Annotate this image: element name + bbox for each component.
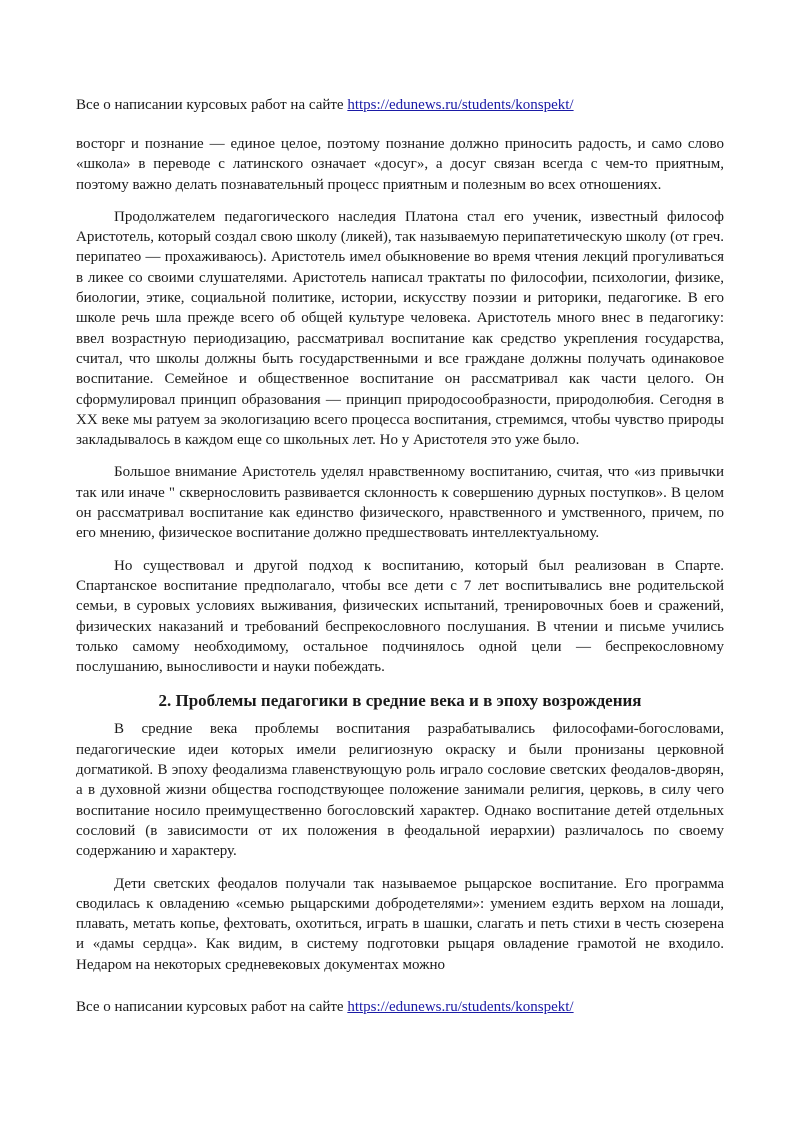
page-footer (76, 998, 574, 1016)
paragraph-continuation: восторг и познание — единое целое, поэтому познание должно приносить радость, и само слово «школа» в переводе с латинского означает «досуг», а досуг связан всегда с чем-то приятным, поэтому важно делать познавательный процесс приятным и полезным во всех отношениях. (76, 136, 724, 193)
paragraph-aristotle: Продолжателем педагогического наследия Платона стал его ученик, известный философ Аристотель, который создал свою школу (ликей), так называемую перипатетическую школу (от греч. перипатео — прохаживаюсь). Аристотель имел обыкновение во время чтения лекций прогуливаться в ликее со своими слушателями. Аристотель написал трактаты по философии, психологии, физике, биологии, этике, социальной политике, истории, искусству поэзии и риторики, педагогике. В его школе речь шла прежде всего об общей культуре человека. Аристотель много внес в педагогику: ввел возрастную периодизацию, рассматривал воспитание как средство укрепления государства, считал, что школы должны быть государственными и все граждане должны получать одинаковое воспитание. Семейное и общественное воспитание он рассматривал как части целого. Он сформулировал принцип образования — принцип природосообразности, природолюбия. Сегодня в XX веке мы ратуем за экологизацию всего процесса воспитания, стремимся, чтобы чувство природы закладывалось в каждом еще со школьных лет. Но у Аристотеля это уже было. (76, 208, 724, 449)
paragraph-middle-ages: В средние века проблемы воспитания разрабатывались философами-богословами, педагогические идеи которых имели религиозную окраску и были пронизаны церковной догматикой. В эпоху феодализма главенствующую роль играло сословие светских феодалов-дворян, а в духовной жизни общества господствующее положение занимали религия, церковь, в силу чего воспитание носило преимущественно богословский характер. Однако воспитание детей отдельных сословий (в зависимости от их положения в феодальной иерархии) различалось по своему содержанию и характеру. (76, 721, 724, 860)
document-body (76, 134, 724, 987)
header-text: Все о написании курсовых работ на сайте (76, 97, 348, 113)
paragraph-sparta: Но существовал и другой подход к воспитанию, который был реализован в Спарте. Спартанское воспитание предполагало, чтобы все дети с 7 лет воспитывались вне родительской семьи, в суровых условиях выживания, физических испытаний, тренировочных боев и сражений, физических наказаний и требований беспрекословного послушания. В чтении и письме учились только самому необходимому, остальное подчинялось одной цели — беспрекословному послушанию, выносливости и науки побеждать. (76, 557, 724, 676)
footer-link[interactable]: https://edunews.ru/students/konspekt/ (347, 999, 574, 1015)
paragraph-knights: Дети светских феодалов получали так называемое рыцарское воспитание. Его программа сводилась к овладению «семью рыцарскими добродетелями»: умением ездить верхом на лошади, плавать, метать копье, фехтовать, охотиться, играть в шашки, слагать и петь стихи в честь сюзерена и «дамы сердца». Как видим, в систему подготовки рыцаря овладение грамотой не входило. Недаром на некоторых средневековых документах можно (76, 875, 724, 973)
section-heading: 2. Проблемы педагогики в средние века и в эпоху возрождения (158, 691, 642, 711)
paragraph-moral-education: Большое внимание Аристотель уделял нравственному воспитанию, считая, что «из привычки так или иначе " сквернословить развивается склонность к совершению дурных поступков». В целом он рассматривал воспитание как единство физического, нравственного и умственного, причем, по его мнению, физическое воспитание должно предшествовать интеллектуальному. (76, 464, 724, 542)
footer-text: Все о написании курсовых работ на сайте (76, 999, 348, 1015)
page-header (76, 96, 574, 114)
header-link[interactable]: https://edunews.ru/students/konspekt/ (347, 97, 574, 113)
